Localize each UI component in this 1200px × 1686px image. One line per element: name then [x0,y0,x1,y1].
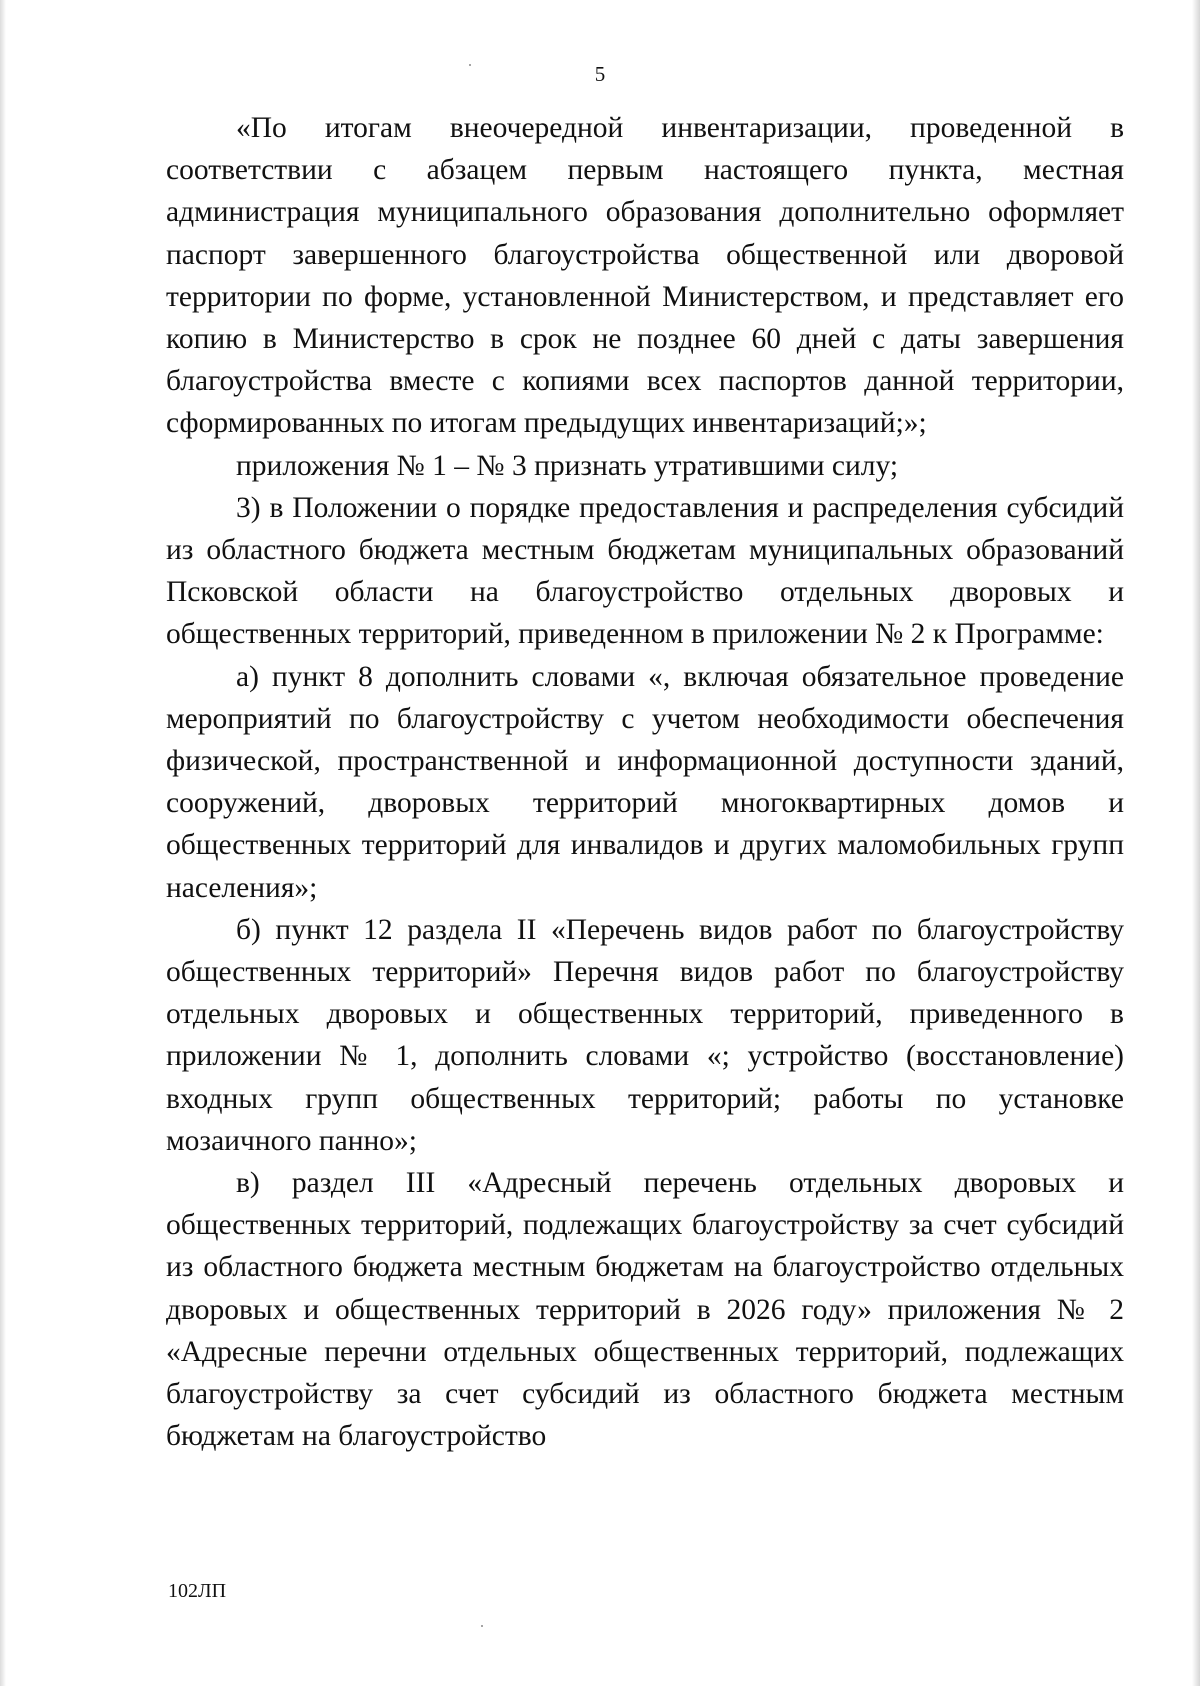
scan-speck [481,1625,483,1627]
scan-edge-right [1192,0,1200,1686]
paragraph-subitem-a: а) пункт 8 дополнить словами «, включая обязательное проведение мероприятий по благоустройству с учетом необходимости обеспечения физической, пространственной и информационной доступности зданий, сооружений, дворовых территорий многоквартирных домов и общественных территорий для инвалидов и других маломобильных групп населения»; [166,660,1124,904]
document-body [166,107,1124,1458]
paragraph-subitem-v: в) раздел III «Адресный перечень отдельных дворовых и общественных территорий, подлежащих благоустройству за счет субсидий из областного бюджета местным бюджетам на благоустройство отдельных дворовых и общественных территорий в 2026 году» приложения № 2 «Адресные перечни отдельных общественных территорий, подлежащих благоустройству за счет субсидий из областного бюджета местным бюджетам на благоустройство [166,1167,1124,1453]
paragraph-inventory-passport: «По итогам внеочередной инвентаризации, проведенной в соответствии с абзацем первым настоящего пункта, местная администрация муниципального образования дополнительно оформляет паспорт завершенного благоустройства общественной или дворовой территории по форме, установленной Министерством, и представляет его копию в Министерство в срок не позднее 60 дней с даты завершения благоустройства вместе с копиями всех паспортов данной территории, сформированных по итогам предыдущих инвентаризаций;»; [166,112,1124,440]
paragraph-item-3: 3) в Положении о порядке предоставления и распределения субсидий из областного бюджета местным бюджетам муниципальных образований Псковской области на благоустройство отдельных дворовых и общественных территорий, приведенном в приложении № 2 к Программе: [166,491,1124,651]
scan-edge-left [0,0,6,1686]
page-number: 5 [594,62,606,86]
paragraph-subitem-b: б) пункт 12 раздела II «Перечень видов работ по благоустройству общественных территорий» Перечня видов работ по благоустройству отдельных дворовых и общественных территорий, приведенного в приложении № 1, дополнить словами «; устройство (восстановление) входных групп общественных территорий; работы по установке мозаичного панно»; [166,913,1124,1157]
paragraph-annexes-void: приложения № 1 – № 3 признать утратившими силу; [236,449,899,482]
footer-document-code: 102ЛП [168,1580,227,1602]
